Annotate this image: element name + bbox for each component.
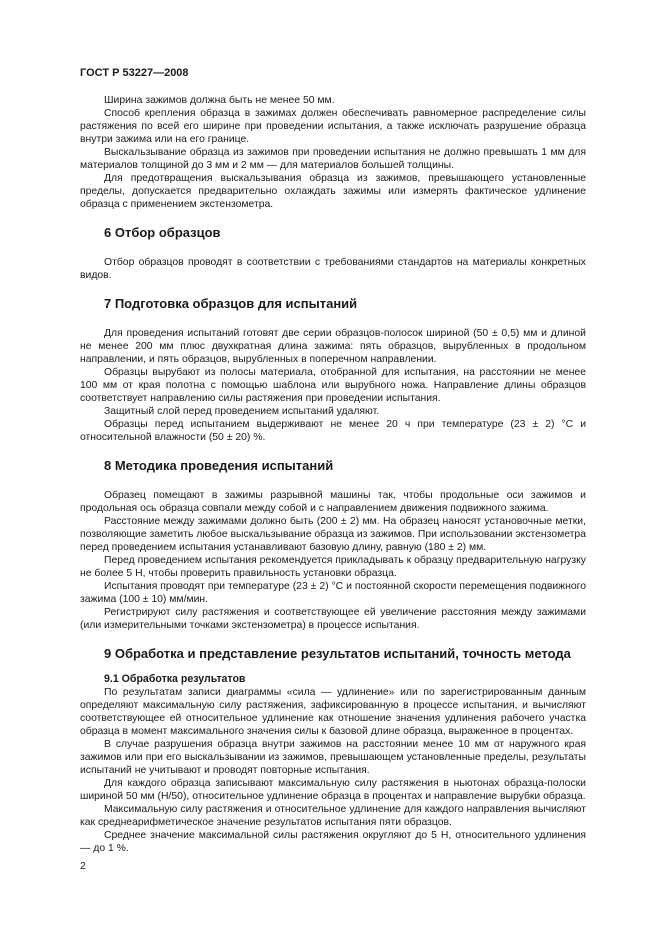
- page-number: 2: [80, 861, 86, 872]
- document-header: ГОСТ Р 53227—2008: [80, 67, 189, 79]
- paragraph: Выскальзывание образца из зажимов при проведении испытания не должно превышать 1 мм для материалов толщиной до 3 мм и 2 мм — для материалов большей толщины.: [80, 147, 586, 171]
- paragraph: Образцы перед испытанием выдерживают не менее 20 ч при температуре (23 ± 2) °С и относительной влажности (50 ± 20) %.: [80, 419, 586, 443]
- paragraph: Регистрируют силу растяжения и соответствующее ей увеличение расстояния между зажимами (или измерительными точками экстензометра) в процессе испытания.: [80, 607, 586, 631]
- paragraph: Среднее значение максимальной силы растяжения округляют до 5 Н, относительного удлинения — до 1 %.: [80, 830, 586, 854]
- section-heading-8: 8 Методика проведения испытаний: [104, 458, 334, 473]
- paragraph: По результатам записи диаграммы «сила — удлинение» или по зарегистрированным данным определяют максимальную силу растяжения, зафиксированную в процессе испытания, и вычисляют соответствующее ей относительное удлинение как отношение значения удлинения рабочего участка образца в момент максимального значения силы к базовой длине образца, выраженное в процентах.: [80, 687, 586, 737]
- paragraph: Расстояние между зажимами должно быть (200 ± 2) мм. На образец наносят установочные метки, позволяющие заметить любое выскальзывание образца из зажимов. При использовании экстензометра перед проведением испытания устанавливают базовую длину, равную (180 ± 2) мм.: [80, 516, 586, 553]
- paragraph: Образец помещают в зажимы разрывной машины так, чтобы продольные оси зажимов и продольная ось образца совпали между собой и с направлением движения подвижного зажима.: [80, 490, 586, 514]
- document-page: [80, 66, 586, 873]
- paragraph: Способ крепления образца в зажимах должен обеспечивать равномерное распределение силы растяжения по всей его ширине при проведении испытания, а также исключать разрушение образца внутри зажима или на его границе.: [80, 108, 586, 145]
- section-heading-6: 6 Отбор образцов: [104, 225, 221, 240]
- paragraph: Для каждого образца записывают максимальную силу растяжения в ньютонах образца-полоски шириной 50 мм (Н/50), относительное удлинение образца в процентах и направление вырубки образца.: [80, 778, 586, 802]
- paragraph: Отбор образцов проводят в соответствии с требованиями стандартов на материалы конкретных видов.: [80, 257, 586, 281]
- paragraph: Для предотвращения выскальзывания образца из зажимов, превышающего установленные пределы, допускается предварительно охлаждать зажимы или измерять фактическое удлинение образца с применением экстензометра.: [80, 173, 586, 210]
- paragraph: Ширина зажимов должна быть не менее 50 мм.: [104, 95, 335, 106]
- paragraph: В случае разрушения образца внутри зажимов на расстоянии менее 10 мм от наружного края зажимов или при его выскальзывании из зажимов, превышающем установленные пределы, результаты испытаний не учитывают и проводят повторные испытания.: [80, 739, 586, 776]
- subsection-heading-9-1: 9.1 Обработка результатов: [104, 673, 246, 685]
- paragraph: Защитный слой перед проведением испытаний удаляют.: [104, 406, 380, 417]
- paragraph: Перед проведением испытания рекомендуется прикладывать к образцу предварительную нагрузку не более 5 Н, чтобы проверить правильность установки образца.: [80, 555, 586, 579]
- paragraph: Максимальную силу растяжения и относительное удлинение для каждого направления вычисляют как среднеарифметическое значение результатов испытания пяти образцов.: [80, 804, 586, 828]
- section-heading-7: 7 Подготовка образцов для испытаний: [104, 296, 358, 311]
- paragraph: Испытания проводят при температуре (23 ± 2) °С и постоянной скорости перемещения подвижного зажима (100 ± 10) мм/мин.: [80, 581, 586, 605]
- section-heading-9: 9 Обработка и представление результатов испытаний, точность метода: [104, 646, 571, 661]
- paragraph: Для проведения испытаний готовят две серии образцов-полосок шириной (50 ± 0,5) мм и длиной не менее 200 мм плюс двухкратная длина зажима: пять образцов, вырубленных в продольном направлении, и пять образцов, вырубленных в поперечном направлении.: [80, 328, 586, 365]
- paragraph: Образцы вырубают из полосы материала, отобранной для испытания, на расстоянии не менее 100 мм от края полотна с помощью шаблона или вырубного ножа. Направление длины образцов соответствует направлению силы растяжения при проведении испытания.: [80, 367, 586, 404]
